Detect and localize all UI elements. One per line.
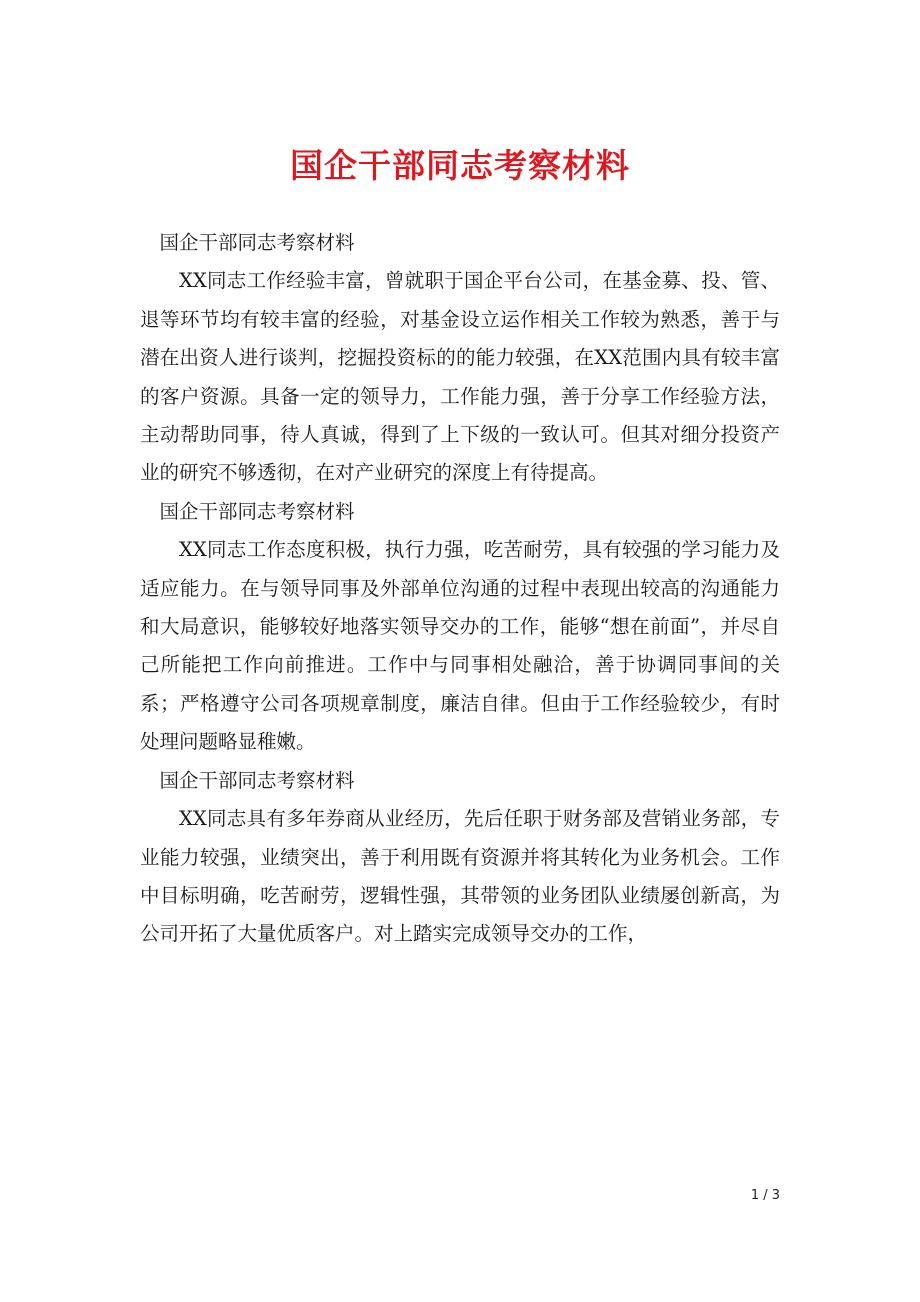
- document-title: 国企干部同志考察材料: [290, 146, 630, 185]
- document-body: [140, 224, 780, 954]
- section-heading: 国企干部同志考察材料: [159, 499, 355, 523]
- page-number: 1 / 3: [750, 1188, 780, 1203]
- body-paragraph: XX同志工作态度积极，执行力强，吃苦耐劳，具有较强的学习能力及适应能力。在与领导同事及外部单位沟通的过程中表现出较高的沟通能力和大局意识，能够较好地落实领导交办的工作，能够“想在前面”，并尽自己所能把工作向前推进。工作中与同事相处融洽，善于协调同事间的关系；严格遵守公司各项规章制度，廉洁自律。但由于工作经验较少，有时处理问题略显稚嫩。: [140, 538, 780, 754]
- section-heading: 国企干部同志考察材料: [159, 768, 355, 792]
- section-heading: 国企干部同志考察材料: [159, 231, 355, 254]
- body-paragraph: XX同志具有多年券商从业经历，先后任职于财务部及营销业务部，专业能力较强，业绩突出，善于利用既有资源并将其转化为业务机会。工作中目标明确，吃苦耐劳，逻辑性强，其带领的业务团队业绩屡创新高，为公司开拓了大量优质客户。对上踏实完成领导交办的工作，: [140, 807, 780, 946]
- body-paragraph: XX同志工作经验丰富，曾就职于国企平台公司，在基金募、投、管、退等环节均有较丰富的经验，对基金设立运作相关工作较为熟悉，善于与潜在出资人进行谈判，挖掘投资标的的能力较强，在XX范围内具有较丰富的客户资源。具备一定的领导力，工作能力强，善于分享工作经验方法，主动帮助同事，待人真诚，得到了上下级的一致认可。但其对细分投资产业的研究不够透彻，在对产业研究的深度上有待提高。: [140, 269, 780, 485]
